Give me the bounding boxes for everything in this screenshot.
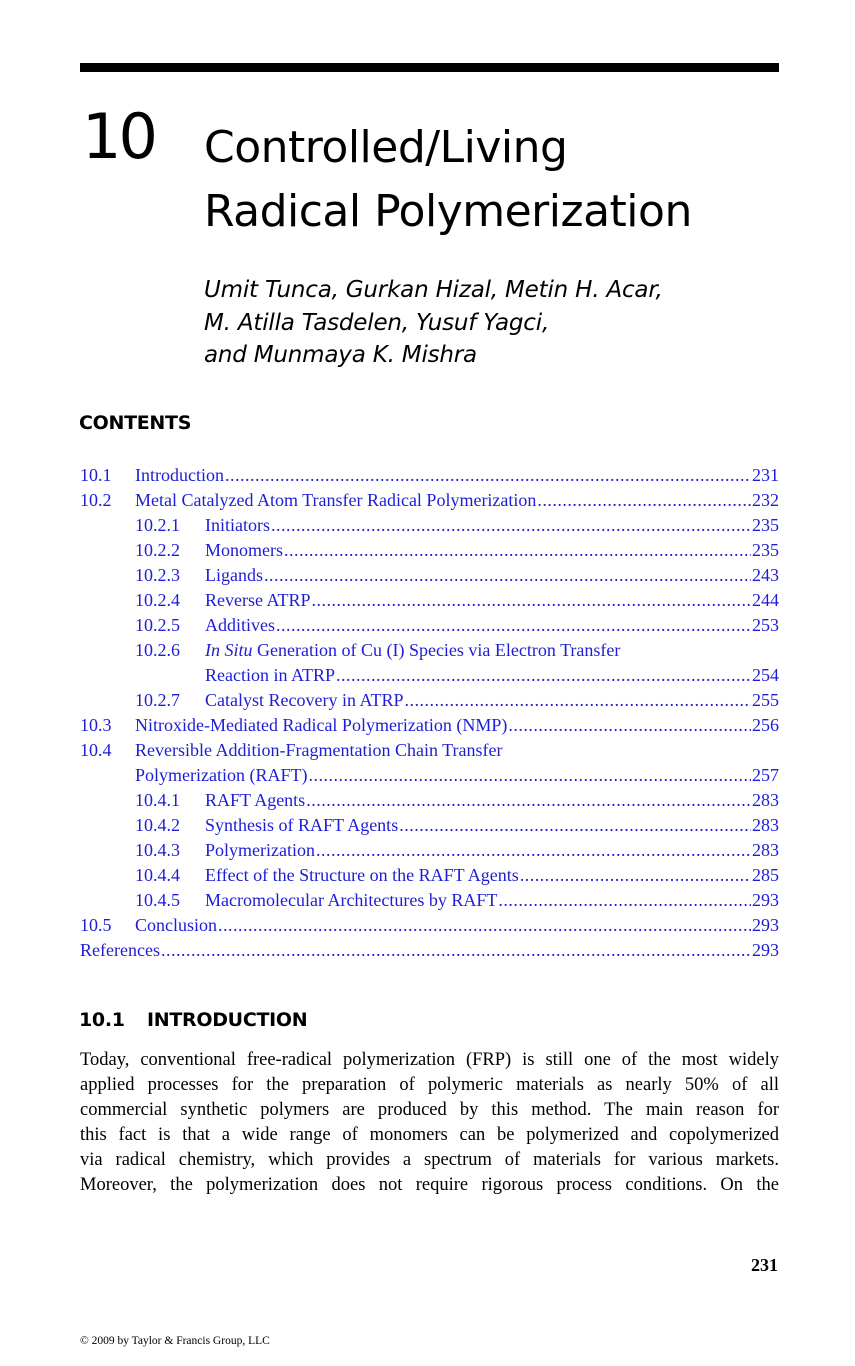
toc-entry-number: 10.5 (80, 915, 112, 935)
section-title: INTRODUCTION (147, 1009, 308, 1031)
toc-entry-number: 10.1 (80, 465, 112, 485)
chapter-title-line: Controlled/Living (204, 122, 568, 173)
toc-entry-page: 283 (752, 840, 779, 860)
toc-entry-page: 254 (752, 665, 779, 685)
toc-entry-title: Monomers (205, 540, 283, 560)
toc-entry-10-2-2[interactable] (0, 538, 855, 563)
paragraph-line: via radical chemistry, which provides a spectrum of materials for various markets. (80, 1150, 779, 1170)
toc-entry-title: Macromolecular Architectures by RAFT (205, 890, 498, 910)
toc-entry-title: RAFT Agents (205, 790, 306, 810)
toc-entry-title: Additives (205, 615, 275, 635)
toc-entry-number: 10.2.2 (135, 540, 180, 560)
toc-entry-number: 10.2.5 (135, 615, 180, 635)
toc-entry-title: Initiators (205, 515, 270, 535)
toc-entry-title: Polymerization (205, 840, 315, 860)
toc-entry-title: Nitroxide-Mediated Radical Polymerization (NMP) (135, 715, 508, 735)
toc-entry-title: Catalyst Recovery in ATRP (205, 690, 404, 710)
section-number: 10.1 (79, 1009, 125, 1031)
paragraph-line: Today, conventional free-radical polymerization (FRP) is still one of the most widely (80, 1050, 779, 1070)
toc-entry-title: Metal Catalyzed Atom Transfer Radical Polymerization (135, 490, 537, 510)
paragraph-line: this fact is that a wide range of monomers can be polymerized and copolymerized (80, 1125, 779, 1145)
toc-entry-10-2-4[interactable] (0, 588, 855, 613)
chapter-number: 10 (82, 100, 155, 173)
toc-entry-number: 10.2.1 (135, 515, 180, 535)
paragraph-line: commercial synthetic polymers are produced by this method. The main reason for (80, 1100, 779, 1120)
toc-entry-title: Reverse ATRP (205, 590, 311, 610)
toc-entry-10-2[interactable] (0, 488, 855, 513)
toc-entry-number: 10.4.4 (135, 865, 180, 885)
toc-entry-title: Conclusion (135, 915, 218, 935)
toc-entry-10-2-6[interactable] (0, 638, 855, 663)
toc-entry-number: 10.4.2 (135, 815, 180, 835)
toc-entry-title: Ligands (205, 565, 263, 585)
toc-entry-10-3[interactable] (0, 713, 855, 738)
toc-entry-10-1[interactable] (0, 463, 855, 488)
copyright-notice: © 2009 by Taylor & Francis Group, LLC (80, 1335, 270, 1347)
toc-entry-10-5[interactable] (0, 913, 855, 938)
chapter-authors (204, 274, 663, 372)
toc-entry-number: 10.4.3 (135, 840, 180, 860)
toc-entry-10-4-4[interactable] (0, 863, 855, 888)
toc-entry-number: 10.2.6 (135, 640, 180, 660)
toc-entry-title: Effect of the Structure on the RAFT Agents (205, 865, 519, 885)
toc-entry-page: 293 (752, 890, 779, 910)
toc-entry-10-2-1[interactable] (0, 513, 855, 538)
toc-entry-title: References (80, 940, 160, 960)
toc-entry-title-continued: Polymerization (RAFT) (135, 765, 308, 785)
toc-entry-title: Generation of Cu (I) Species via Electron Transfer (257, 640, 621, 660)
toc-entry-title: Introduction (135, 465, 224, 485)
toc-entry-page: 283 (752, 815, 779, 835)
toc-entry-10-4-5[interactable] (0, 888, 855, 913)
toc-entry-page: 257 (752, 765, 779, 785)
paragraph-line: applied processes for the preparation of polymeric materials as nearly 50% of all (80, 1075, 779, 1095)
toc-entry-title: Synthesis of RAFT Agents (205, 815, 399, 835)
toc-entry-page: 231 (752, 465, 779, 485)
toc-entry-page: 255 (752, 690, 779, 710)
toc-entry-references[interactable] (0, 938, 855, 963)
toc-entry-page: 256 (752, 715, 779, 735)
toc-entry-number: 10.2.7 (135, 690, 180, 710)
toc-entry-page: 253 (752, 615, 779, 635)
toc-entry-page: 244 (752, 590, 779, 610)
section-heading (79, 1009, 307, 1031)
toc-entry-10-4-2[interactable] (0, 813, 855, 838)
toc-entry-page: 285 (752, 865, 779, 885)
author-line: Umit Tunca, Gurkan Hizal, Metin H. Acar, (204, 277, 663, 303)
contents-heading: CONTENTS (79, 412, 192, 434)
toc-entry-10-2-7[interactable] (0, 688, 855, 713)
toc-entry-10-4-1[interactable] (0, 788, 855, 813)
toc-entry-page: 235 (752, 540, 779, 560)
toc-entry-page: 243 (752, 565, 779, 585)
toc-entry-number: 10.4.5 (135, 890, 180, 910)
toc-entry-number: 10.2.4 (135, 590, 180, 610)
toc-entry-10-2-5[interactable] (0, 613, 855, 638)
top-rule (80, 63, 779, 72)
paragraph-line: Moreover, the polymerization does not require rigorous process conditions. On the (80, 1175, 779, 1195)
page-number: 231 (751, 1255, 778, 1275)
toc-entry-number: 10.2.3 (135, 565, 180, 585)
toc-entry-number: 10.4 (80, 740, 112, 760)
toc-entry-number: 10.4.1 (135, 790, 180, 810)
toc-entry-page: 283 (752, 790, 779, 810)
chapter-title (204, 116, 692, 244)
author-line: and Munmaya K. Mishra (204, 342, 477, 368)
toc-entry-page: 293 (752, 940, 779, 960)
toc-entry-10-4-3[interactable] (0, 838, 855, 863)
toc-entry-number: 10.3 (80, 715, 112, 735)
toc-entry-title: Reversible Addition-Fragmentation Chain Transfer (135, 740, 503, 760)
toc-entry-title-italic: In Situ (205, 640, 253, 660)
toc-entry-10-2-6-continued[interactable] (0, 663, 855, 688)
toc-entry-page: 232 (752, 490, 779, 510)
table-of-contents (0, 463, 855, 963)
author-line: M. Atilla Tasdelen, Yusuf Yagci, (204, 309, 550, 336)
toc-entry-10-4[interactable] (0, 738, 855, 763)
toc-entry-10-4-continued[interactable] (0, 763, 855, 788)
section-body-paragraph (80, 1048, 779, 1198)
toc-entry-number: 10.2 (80, 490, 112, 510)
toc-entry-title-continued: Reaction in ATRP (205, 665, 335, 685)
toc-entry-page: 293 (752, 915, 779, 935)
toc-entry-page: 235 (752, 515, 779, 535)
chapter-title-line: Radical Polymerization (204, 186, 692, 237)
toc-entry-10-2-3[interactable] (0, 563, 855, 588)
